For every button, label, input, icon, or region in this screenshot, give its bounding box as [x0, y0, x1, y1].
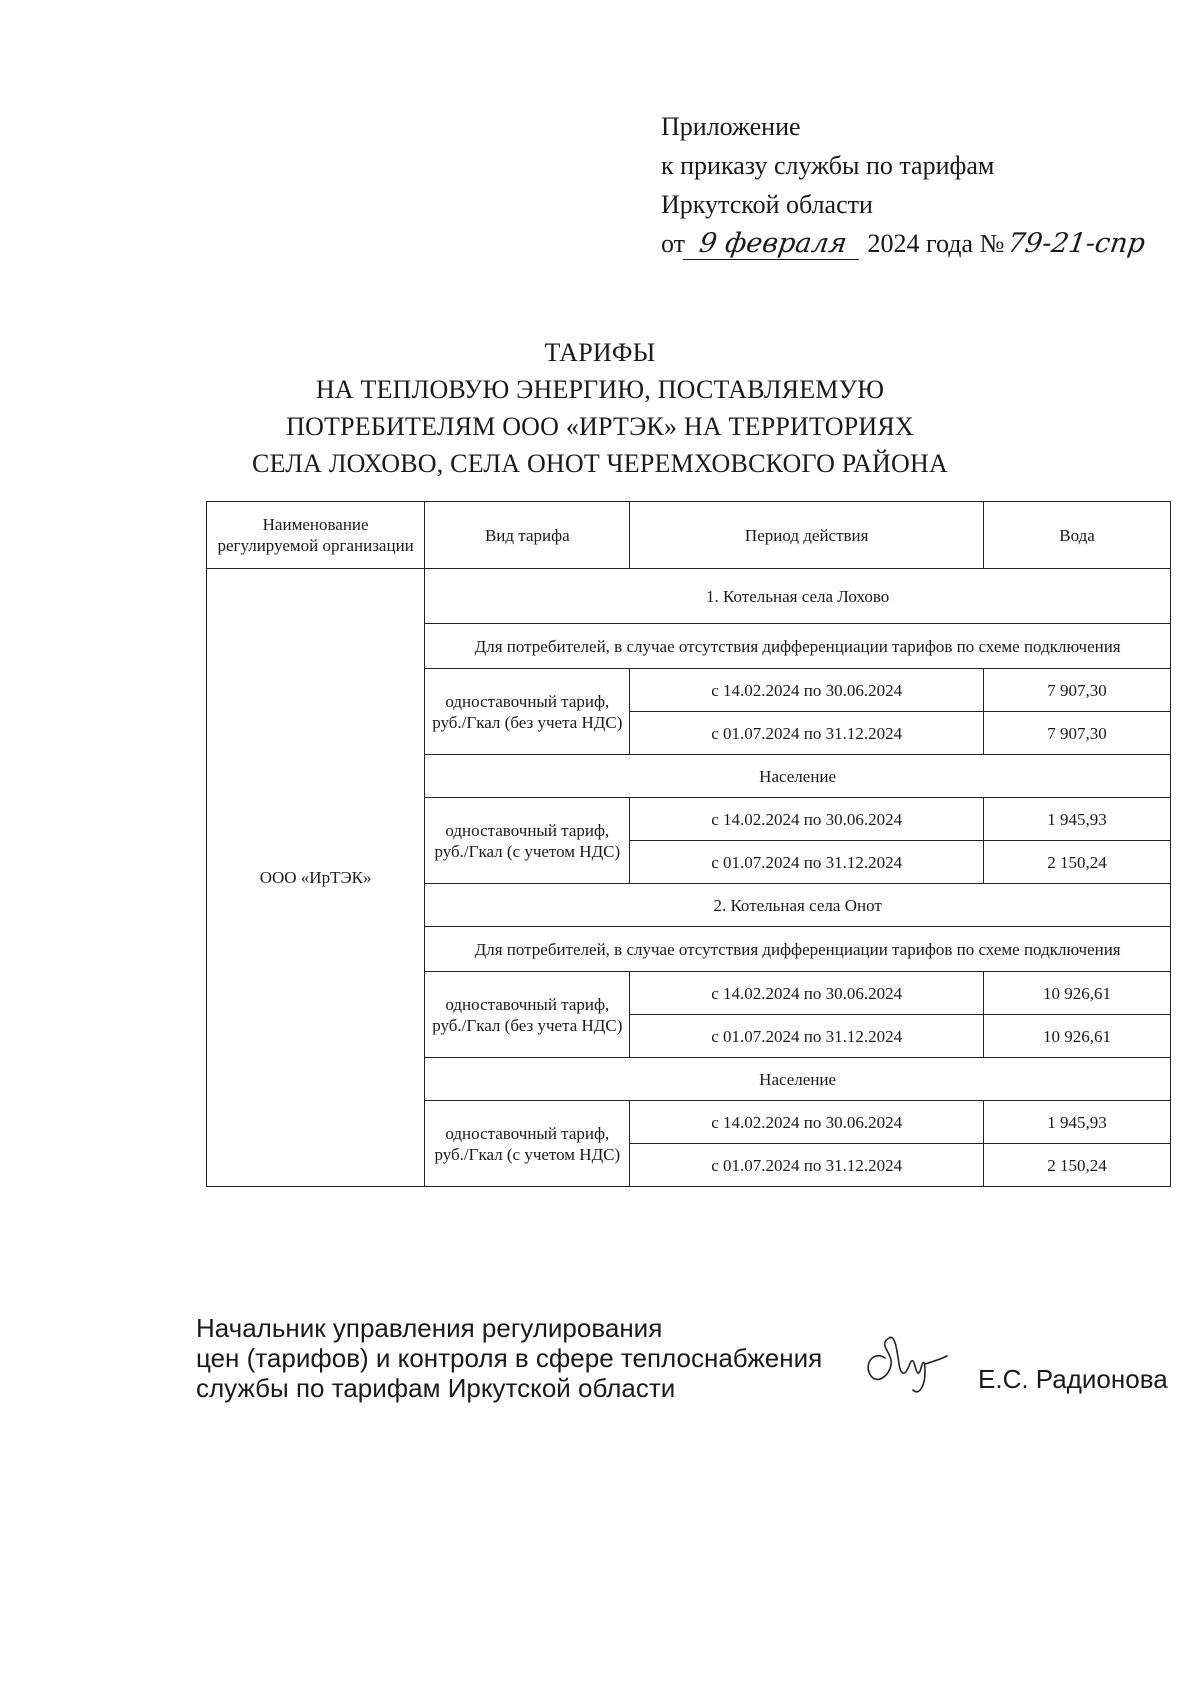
period-cell: с 01.07.2024 по 31.12.2024 — [630, 1015, 984, 1058]
header-organization: Наименование регулируемой организации — [207, 502, 425, 569]
value-cell: 7 907,30 — [984, 669, 1171, 712]
value-cell: 2 150,24 — [984, 841, 1171, 884]
group-title: Население — [425, 1058, 1171, 1101]
tariff-kind-cell: одноставочный тариф, руб./Гкал (без учета НДС) — [425, 972, 630, 1058]
value-cell: 2 150,24 — [984, 1144, 1171, 1187]
signatory-line-2: цен (тарифов) и контроля в сфере теплоснабжения — [196, 1343, 823, 1373]
handwritten-signature — [855, 1320, 955, 1400]
value-cell: 7 907,30 — [984, 712, 1171, 755]
value-cell: 1 945,93 — [984, 798, 1171, 841]
title-line-2: НА ТЕПЛОВУЮ ЭНЕРГИЮ, ПОСТАВЛЯЕМУЮ — [315, 375, 885, 404]
handwritten-date: 9 февраля — [683, 229, 863, 260]
appendix-line-3: Иркутской области — [661, 190, 873, 219]
period-cell: с 14.02.2024 по 30.06.2024 — [630, 669, 984, 712]
appendix-date-line — [661, 224, 1162, 263]
header-water: Вода — [984, 502, 1171, 569]
signatory-line-1: Начальник управления регулирования — [196, 1313, 663, 1343]
tariff-kind-cell: одноставочный тариф, руб./Гкал (с учетом НДС) — [425, 798, 630, 884]
document-title — [0, 334, 1200, 482]
signatory-name: Е.С. Радионова — [978, 1364, 1168, 1394]
year-text: 2024 года № — [867, 229, 1005, 258]
header-tariff-kind: Вид тарифа — [425, 502, 630, 569]
value-cell: 1 945,93 — [984, 1101, 1171, 1144]
period-cell: с 14.02.2024 по 30.06.2024 — [630, 798, 984, 841]
period-cell: с 14.02.2024 по 30.06.2024 — [630, 1101, 984, 1144]
tariff-kind-cell: одноставочный тариф, руб./Гкал (без учета НДС) — [425, 669, 630, 755]
signatory-line-3: службы по тарифам Иркутской области — [196, 1373, 676, 1403]
period-cell: с 01.07.2024 по 31.12.2024 — [630, 841, 984, 884]
table-row — [207, 569, 1171, 624]
period-cell: с 14.02.2024 по 30.06.2024 — [630, 972, 984, 1015]
group-title: Для потребителей, в случае отсутствия дифференциации тарифов по схеме подключения — [425, 927, 1171, 972]
title-line-1: ТАРИФЫ — [544, 338, 656, 367]
table-header-row — [207, 502, 1171, 569]
appendix-line-2: к приказу службы по тарифам — [661, 151, 995, 180]
tariff-table — [206, 501, 1171, 1187]
handwritten-order-number: 79-21-спр — [1006, 228, 1148, 259]
period-cell: с 01.07.2024 по 31.12.2024 — [630, 1144, 984, 1187]
header-period: Период действия — [630, 502, 984, 569]
group-title: Население — [425, 755, 1171, 798]
period-cell: с 01.07.2024 по 31.12.2024 — [630, 712, 984, 755]
group-title: Для потребителей, в случае отсутствия дифференциации тарифов по схеме подключения — [425, 624, 1171, 669]
signatory-position — [196, 1313, 822, 1403]
organization-cell: ООО «ИрТЭК» — [207, 569, 425, 1187]
value-cell: 10 926,61 — [984, 972, 1171, 1015]
tariff-kind-cell: одноставочный тариф, руб./Гкал (с учетом НДС) — [425, 1101, 630, 1187]
title-line-4: СЕЛА ЛОХОВО, СЕЛА ОНОТ ЧЕРЕМХОВСКОГО РАЙОНА — [252, 449, 948, 478]
section-title: 1. Котельная села Лохово — [425, 569, 1171, 624]
date-prefix: от — [661, 229, 686, 258]
value-cell: 10 926,61 — [984, 1015, 1171, 1058]
appendix-block — [661, 107, 1162, 263]
title-line-3: ПОТРЕБИТЕЛЯМ ООО «ИРТЭК» НА ТЕРРИТОРИЯХ — [286, 412, 914, 441]
section-title: 2. Котельная села Онот — [425, 884, 1171, 927]
appendix-line-1: Приложение — [661, 112, 801, 141]
